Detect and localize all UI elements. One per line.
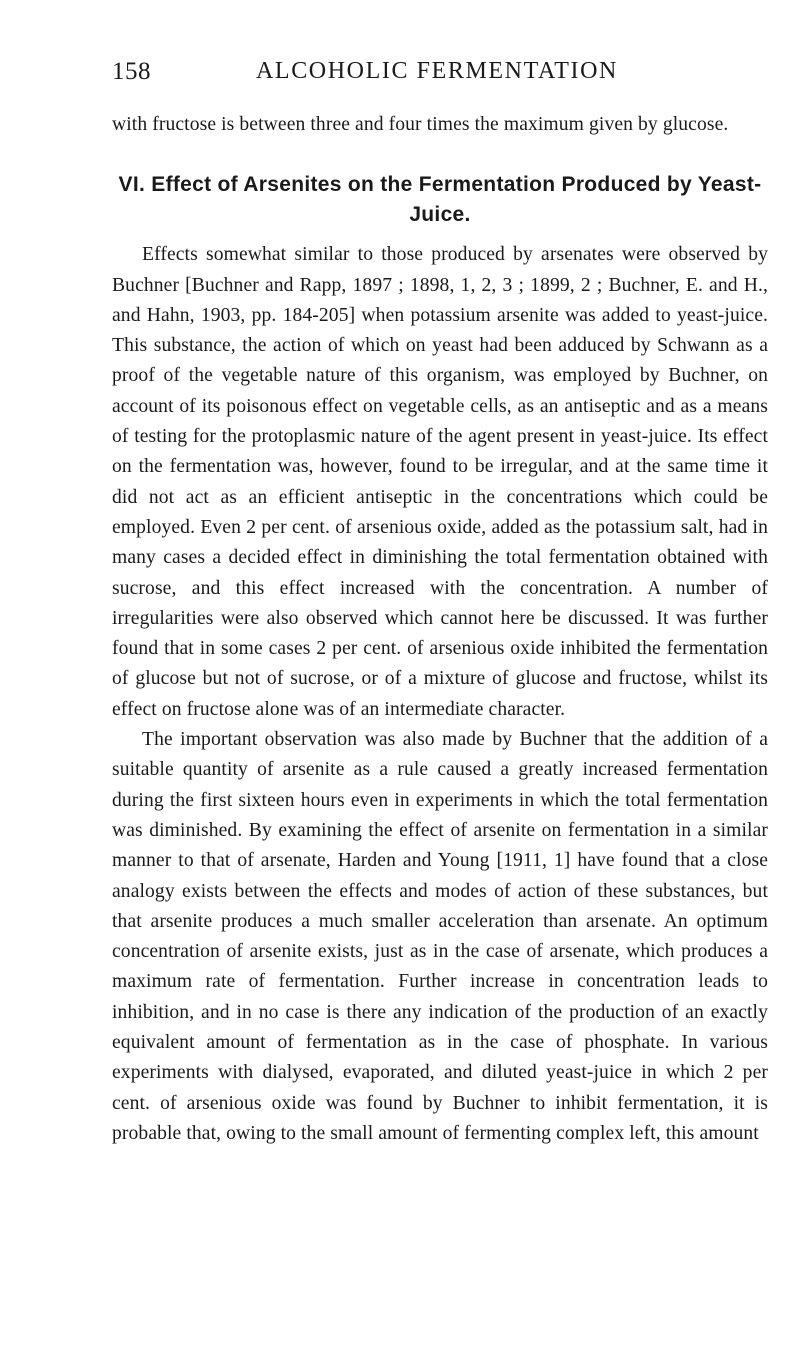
running-header [0,58,800,94]
running-title: ALCOHOLIC FERMENTATION [256,58,618,84]
paragraph-1: Effects somewhat similar to those produced by arsenates were observed by Buchner [Buchner and Rapp, 1897 ; 1898, 1, 2, 3 ; 1899, 2 ; Buchner, E. and H., and Hahn, 1903, pp. 184-205] when potassium arsenite was added to yeast-juice. This substance, the action of which on yeast had been adduced by Schwann as a proof of the vegetable nature of this organism, was employed by Buchner, on account of its poisonous effect on vegetable cells, as an antiseptic and as a means of testing for the protoplasmic nature of the agent present in yeast-juice. Its effect on the fermentation was, however, found to be irregular, and at the same time it did not act as an efficient antiseptic in the concentrations which could be employed. Even 2 per cent. of arsenious oxide, added as the potassium salt, had in many cases a decided effect in diminishing the total fermentation obtained with sucrose, and this effect increased with the concentration. A number of irregularities were also observed which cannot here be discussed. It was further found that in some cases 2 per cent. of arsenious oxide inhibited the fermentation of glucose but not of sucrose, or of a mixture of glucose and fructose, whilst its effect on fructose alone was of an intermediate character. [112,244,768,720]
intro-paragraph: with fructose is between three and four times the maximum given by glucose. [112,114,729,135]
section-heading: VI. Effect of Arsenites on the Fermentation Produced by Yeast-Juice. [118,173,762,227]
page-number: 158 [112,58,151,85]
body-text [112,110,768,1149]
paragraph-2: The important observation was also made by Buchner that the addition of a suitable quantity of arsenite as a rule caused a greatly increased fermentation during the first sixteen hours even in experiments in which the total fermentation was diminished. By examining the effect of arsenite on fermentation in a similar manner to that of arsenate, Harden and Young [1911, 1] have found that a close analogy exists between the effects and modes of action of these substances, but that arsenite produces a much smaller acceleration than arsenate. An optimum concentration of arsenite exists, just as in the case of arsenate, which produces a maximum rate of fermentation. Further increase in concentration leads to inhibition, and in no case is there any indication of the production of an exactly equivalent amount of fermentation as in the case of phosphate. In various experiments with dialysed, evaporated, and diluted yeast-juice in which 2 per cent. of arsenious oxide was found by Buchner to inhibit fermentation, it is probable that, owing to the small amount of fermenting complex left, this amount [112,729,768,1144]
